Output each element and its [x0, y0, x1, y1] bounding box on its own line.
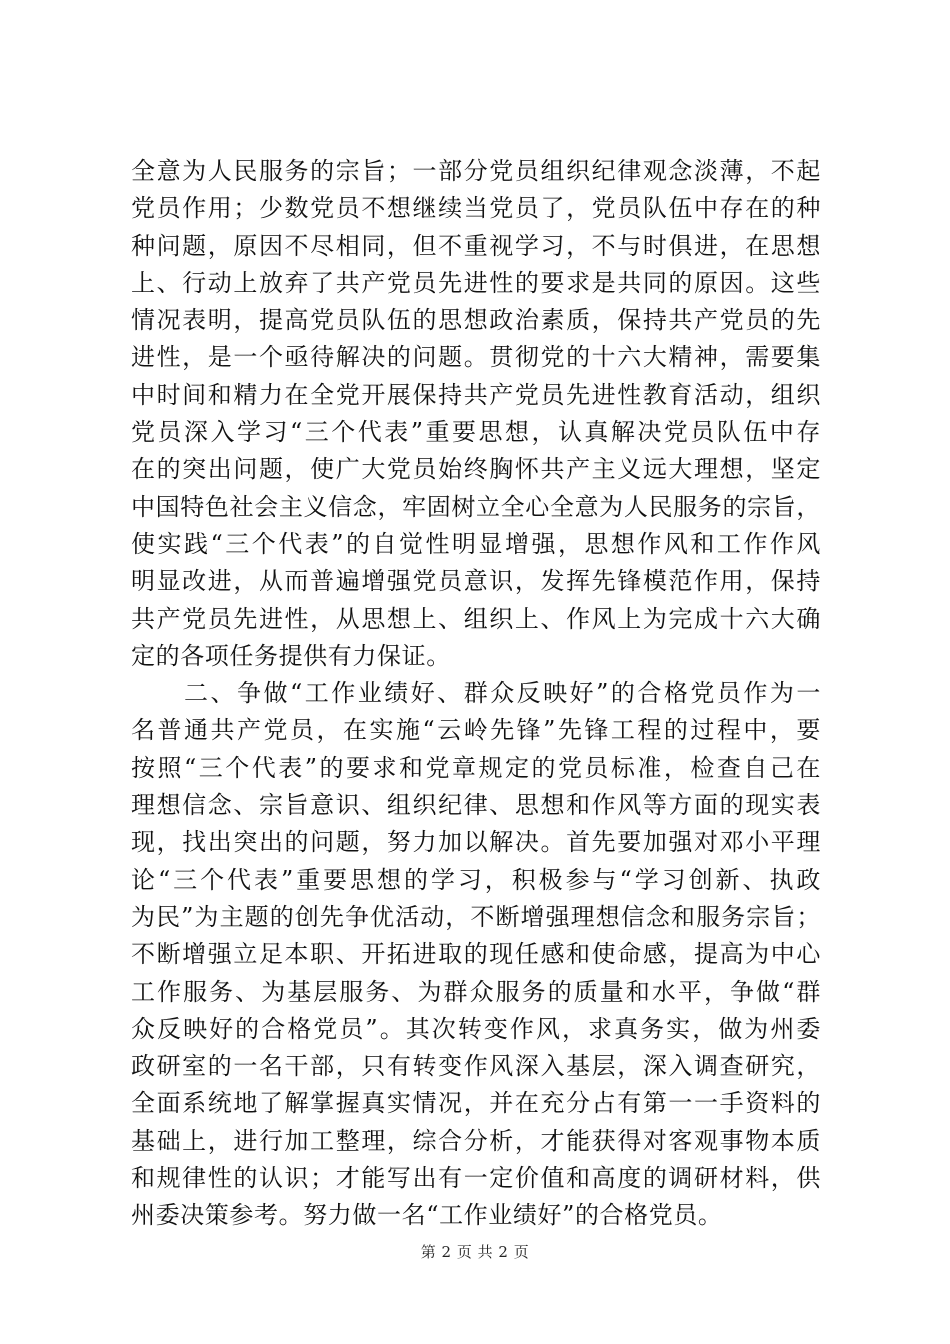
text-line: 使实践“三个代表”的自觉性明显增强，思想作风和工作作风 — [131, 529, 821, 558]
text-line: 进性，是一个亟待解决的问题。贯彻党的十六大精神，需要集 — [131, 343, 821, 372]
text-line: 和规律性的认识；才能写出有一定价值和高度的调研材料，供 — [131, 1164, 821, 1193]
text-line: 州委决策参考。努力做一名“工作业绩好”的合格党员。 — [131, 1201, 723, 1230]
text-line: 情况表明，提高党员队伍的思想政治素质，保持共产党员的先 — [131, 306, 821, 335]
text-line: 不断增强立足本职、开拓进取的现任感和使命感，提高为中心 — [131, 940, 821, 969]
text-line: 理想信念、宗旨意识、组织纪律、思想和作风等方面的现实表 — [131, 791, 821, 820]
document-body — [131, 153, 821, 1235]
text-line: 明显改进，从而普遍增强党员意识，发挥先锋模范作用，保持 — [131, 567, 821, 596]
text-line: 种问题，原因不尽相同，但不重视学习，不与时俱进，在思想 — [131, 231, 821, 260]
text-line: 名普通共产党员，在实施“云岭先锋”先锋工程的过程中，要 — [131, 716, 821, 745]
text-line: 党员深入学习“三个代表”重要思想，认真解决党员队伍中存 — [131, 418, 821, 447]
text-line: 工作服务、为基层服务、为群众服务的质量和水平，争做“群 — [131, 977, 821, 1006]
text-line: 中时间和精力在全党开展保持共产党员先进性教育活动，组织 — [131, 380, 821, 409]
text-line: 论“三个代表”重要思想的学习，积极参与“学习创新、执政 — [131, 865, 821, 894]
text-line: 现，找出突出的问题，努力加以解决。首先要加强对邓小平理 — [131, 828, 821, 857]
text-line: 二、争做“工作业绩好、群众反映好”的合格党员作为一 — [131, 679, 821, 708]
text-line: 全意为人民服务的宗旨；一部分党员组织纪律观念淡薄，不起 — [131, 157, 821, 185]
text-line: 政研室的一名干部，只有转变作风深入基层，深入调查研究， — [131, 1052, 821, 1081]
text-line: 基础上，进行加工整理，综合分析，才能获得对客观事物本质 — [131, 1126, 821, 1155]
text-line: 定的各项任务提供有力保证。 — [131, 641, 451, 670]
text-line: 在的突出问题，使广大党员始终胸怀共产主义远大理想，坚定 — [131, 455, 821, 484]
text-line: 上、行动上放弃了共产党员先进性的要求是共同的原因。这些 — [131, 268, 821, 297]
text-line: 为民”为主题的创先争优活动，不断增强理想信念和服务宗旨； — [131, 902, 821, 931]
text-line: 中国特色社会主义信念，牢固树立全心全意为人民服务的宗旨， — [131, 492, 821, 521]
text-line: 共产党员先进性，从思想上、组织上、作风上为完成十六大确 — [131, 604, 821, 633]
text-line: 按照“三个代表”的要求和党章规定的党员标准，检查自己在 — [131, 753, 821, 782]
text-line: 众反映好的合格党员”。其次转变作风，求真务实，做为州委 — [131, 1014, 821, 1043]
text-line: 党员作用；少数党员不想继续当党员了，党员队伍中存在的种 — [131, 194, 821, 223]
text-line: 全面系统地了解掌握真实情况，并在充分占有第一一手资料的 — [131, 1089, 821, 1118]
page-number-footer: 第 2 页 共 2 页 — [420, 1243, 530, 1261]
